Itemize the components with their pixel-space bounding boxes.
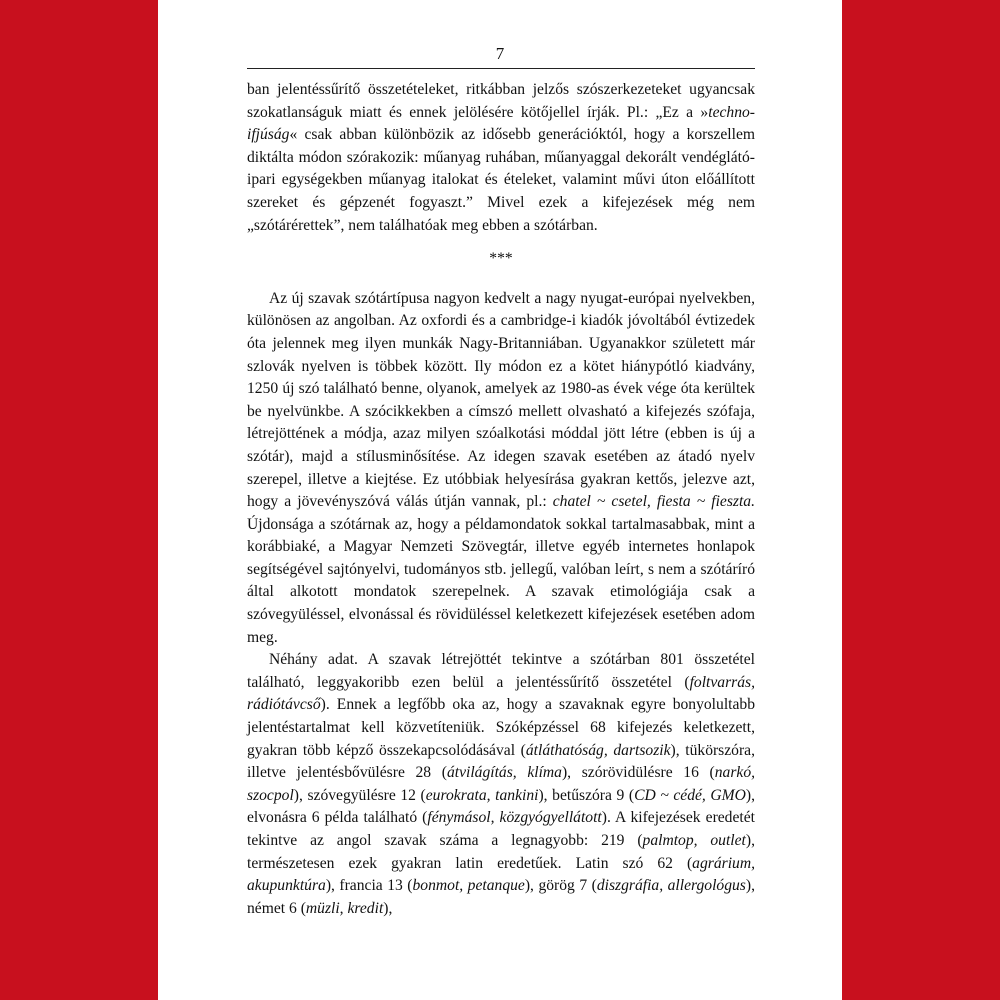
italic-text-run: chatel ~ csetel, fiesta ~ fieszta.	[552, 493, 755, 511]
text-run: ban jelentéssűrítő összetételeket, ritkábban jelzős szószerkezeteket ugyancsak szokatlanságuk miatt és ennek jelölésére kötőjellel írják. Pl.: „Ez a »	[247, 81, 755, 121]
italic-text-run: bonmot, petanque	[412, 877, 525, 895]
text-run: ), szórövidülésre 16 (	[561, 764, 715, 782]
section-separator: ***	[489, 250, 513, 268]
paragraph-1	[247, 79, 755, 237]
paragraph-3	[247, 649, 755, 920]
body-text	[247, 79, 755, 920]
italic-text-run: átvilágítás, klíma	[446, 764, 562, 782]
italic-text-run: fénymásol, közgyógyellátott	[427, 809, 602, 827]
text-run: Az új szavak szótártípusa nagyon kedvelt a nagy nyugat-európai nyelvekben, különösen az angolban. Az oxfordi és a cambridge-i kiadók jóvoltából évtizedek óta jelennek meg ilyen munkák Nagy-Britanniában. Ugyanakkor született már szlovák nyelven is többek között. Ily módon ez a kötet hiánypótló kiadvány, 1250 új szó található benne, olyanok, amelyek az 1980-as évek vége óta kerültek be nyelvünkbe. A szócikkekben a címszó mellett olvasható a kifejezés szófaja, létrejöttének a módja, azaz milyen szóalkotási móddal jött létre (ebben is új a szótár), majd a stílusminősítése. Az idegen szavak esetében az átadó nyelv szerepel, illetve a kiejtése. Ez utóbbiak helyesírása gyakran kettős, jelezve azt, hogy a jövevényszóvá válás útján vannak, pl.:	[247, 289, 755, 511]
italic-text-run: narkó, szocpol	[247, 764, 756, 804]
italic-text-run: agrárium, akupunktúra	[247, 854, 755, 895]
text-run: Néhány adat. A szavak létrejöttét tekintve a szótárban 801 összetétel található, leggyakoribb ezen belül a jelentéssűrítő összetétel (	[247, 651, 755, 691]
header-rule	[247, 68, 755, 69]
italic-text-run: diszgráfia, allergológus	[596, 877, 746, 895]
text-run: ), német 6 (	[247, 877, 755, 917]
text-run: ), görög 7 (	[524, 877, 597, 895]
text-run: ), természetesen ezek gyakran latin eredetűek. Latin szó 62 (	[247, 832, 755, 872]
text-run: ), tükörszóra, illetve jelentésbővülésre 28 (	[247, 741, 755, 782]
italic-text-run: eurokrata, tankini	[425, 786, 539, 804]
text-run: ), francia 13 (	[325, 877, 413, 895]
italic-text-run: CD ~ cédé, GMO	[634, 786, 746, 804]
italic-text-run: palmtop, outlet	[642, 832, 746, 849]
text-run: ),	[383, 899, 393, 917]
italic-text-run: foltvarrás, rádiótávcső	[247, 673, 755, 714]
text-run: ), betűszóra 9 (	[538, 786, 635, 804]
text-run: « csak abban különbözik az idősebb generációktól, hogy a korszellem diktálta módon szórakozik: műanyag ruhában, műanyaggal dekorált vendéglátó-ipari egységekben műanyag italokat és ételeket, valamint művi úton előállított szereket és gépzenét fogyaszt.” Mivel ezek a kifejezések még nem „szótárérettek”, nem találhatóak meg ebben a szótárban.	[247, 126, 755, 234]
italic-text-run: átláthatóság, dartsozik	[525, 741, 671, 759]
paragraph-2	[247, 288, 755, 650]
text-run: ), elvonásra 6 példa található (	[247, 786, 756, 827]
text-run: ). Ennek a legfőbb oka az, hogy a szavaknak egyre bonyolultabb jelentéstartalmat kell közvetíteniük. Szóképzéssel 68 kifejezés keletkezett, gyakran több képző összekapcsolódásával (	[247, 696, 755, 759]
page-number: 7	[495, 44, 505, 63]
text-run: Újdonsága a szótárnak az, hogy a példamondatok sokkal tartalmasabbak, mint a korábbiaké, a Magyar Nemzeti Szövegtár, illetve egyéb internetes honlapok segítségével sajtónyelvi, tudományos stb. jellegű, valóban leírt, s nem a szótáríró által alkotott mondatok szerepelnek. A szavak etimológiája csak a szóvegyüléssel, elvonással és rövidüléssel keletkezett kifejezések esetében adom meg.	[247, 515, 755, 646]
italic-text-run: müzli, kredit	[305, 899, 384, 917]
text-run: ). A kifejezések eredetét tekintve az angol szavak száma a legnagyobb: 219 (	[247, 809, 755, 849]
italic-text-run: techno-ifjúság	[247, 103, 755, 144]
text-run: ), szóvegyülésre 12 (	[293, 786, 426, 804]
book-page	[158, 0, 842, 1000]
